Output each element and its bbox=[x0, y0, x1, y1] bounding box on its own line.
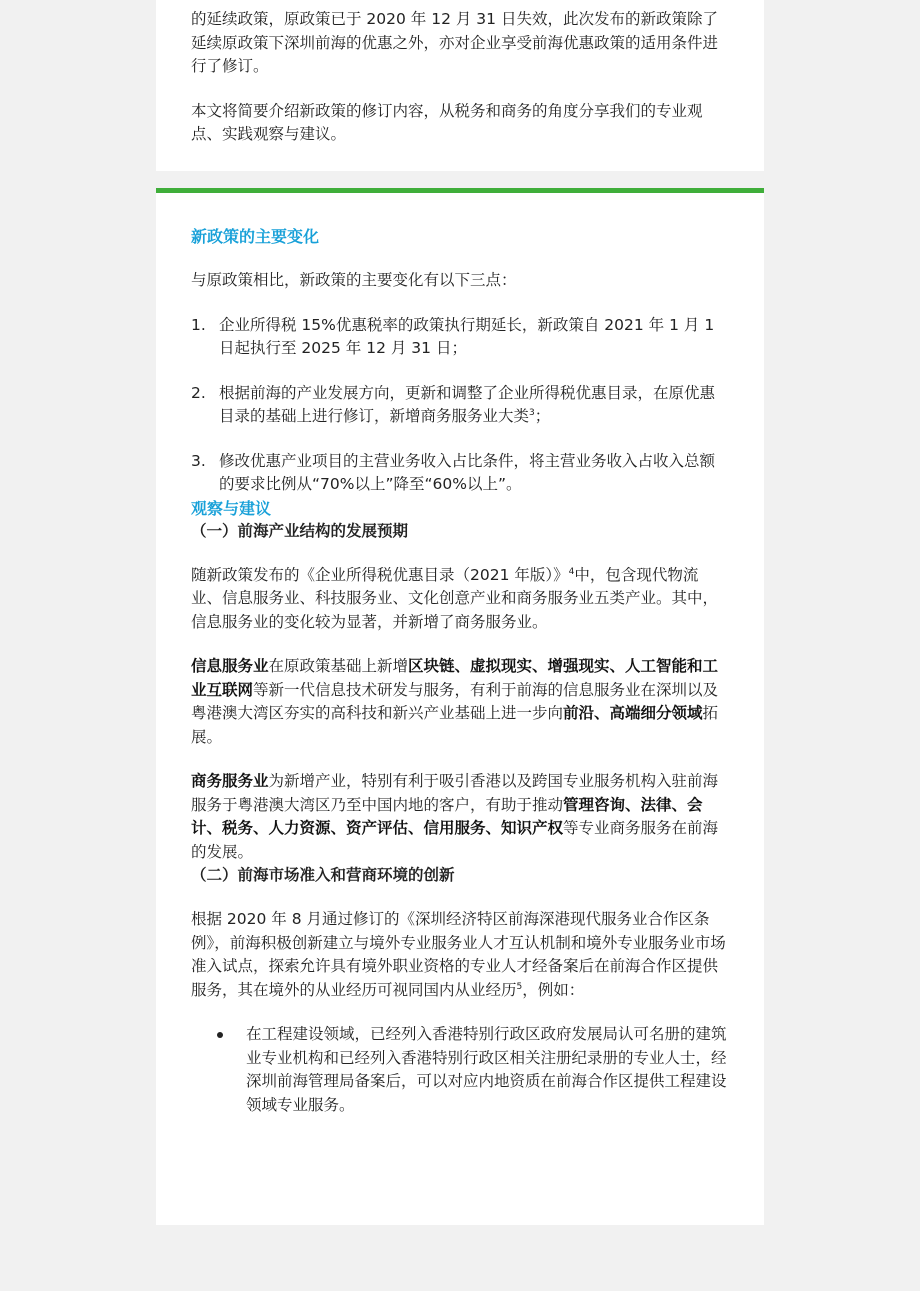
industry-paragraph-1 bbox=[191, 564, 728, 635]
list-item-text: 修改优惠产业项目的主营业务收入占比条件，将主营业务收入占收入总额的要求比例从“70%以上”降至“60%以上”。 bbox=[219, 451, 716, 493]
text-run: 为新增产业，特别有利于吸引香港以及跨国专业服务机构入驻前海服务于粤港澳大湾区乃至中国内地的客户，有助于推动 bbox=[191, 772, 719, 814]
footnote-ref: 3 bbox=[529, 408, 535, 418]
text-run: 拓展。 bbox=[191, 704, 719, 746]
section-title-observations: 观察与建议 bbox=[191, 498, 272, 518]
text-run: 等新一代信息技术研发与服务，有利于前海的信息服务业在深圳以及粤港澳大湾区夯实的高科技和新兴产业基础上进一步向 bbox=[191, 680, 719, 722]
list-item bbox=[191, 1023, 728, 1117]
subsection-title-industry: （一）前海产业结构的发展预期 bbox=[191, 521, 409, 540]
changes-lead: 与原政策相比，新政策的主要变化有以下三点： bbox=[191, 271, 517, 289]
intro-card bbox=[156, 0, 764, 171]
main-card bbox=[156, 193, 764, 1225]
industry-paragraph-3 bbox=[191, 770, 728, 864]
text-run: 中，包含现代物流业、信息服务业、科技服务业、文化创意产业和商务服务业五类产业。其中，信息服务业的变化较为显著，并新增了商务服务业。 bbox=[191, 565, 719, 631]
text-run: 在原政策基础上新增 bbox=[268, 657, 409, 675]
bold-run: 商务服务业 bbox=[191, 772, 269, 790]
intro-paragraph-2: 本文将简要介绍新政策的修订内容，从税务和商务的角度分享我们的专业观点、实践观察与建议。 bbox=[191, 101, 703, 143]
list-number: 1. bbox=[191, 315, 206, 334]
list-item-text: 在工程建设领域，已经列入香港特别行政区政府发展局认可名册的建筑业专业机构和已经列入香港特别行政区相关注册纪录册的专业人士，经深圳前海管理局备案后，可以对应内地资质在前海合作区提供工程建设领域专业服务。 bbox=[246, 1025, 727, 1114]
text-run: 随新政策发布的《企业所得税优惠目录（2021 年版）》 bbox=[191, 565, 569, 584]
list-item-tail: ； bbox=[534, 407, 551, 425]
section-title-changes: 新政策的主要变化 bbox=[191, 227, 320, 246]
list-number: 3. bbox=[191, 451, 206, 470]
text-run: 根据 2020 年 8 月通过修订的《深圳经济特区前海深港现代服务业合作区条例》，前海积极创新建立与境外专业服务业人才互认机制和境外专业服务业市场准入试点，探索允许具有境外职业资格的专业人才经备案后在前海合作区提供服务，其在境外的从业经历可视同国内从业经历 bbox=[191, 910, 726, 999]
list-item bbox=[191, 450, 728, 497]
bold-run: 区块链、虚拟现实、增强现实、人工智能和工业互联网 bbox=[191, 657, 719, 699]
footnote-ref: 5 bbox=[516, 981, 523, 992]
text-run: 等专业商务服务在前海的发展。 bbox=[191, 819, 719, 861]
text-run: ，例如： bbox=[522, 980, 585, 999]
bold-run: 信息服务业 bbox=[191, 657, 269, 675]
changes-list bbox=[191, 314, 728, 497]
industry-paragraph-2 bbox=[191, 655, 728, 749]
list-number: 2. bbox=[191, 383, 206, 402]
intro-paragraph-1: 的延续政策，原政策已于 2020 年 12 月 31 日失效，此次发布的新政策除了延续原政策下深圳前海的优惠之外，亦对企业享受前海优惠政策的适用条件进行了修订。 bbox=[191, 10, 719, 75]
bold-run: 管理咨询、法律、会计、税务、人力资源、资产评估、信用服务、知识产权 bbox=[191, 795, 703, 837]
list-item-text: 企业所得税 15%优惠税率的政策执行期延长，新政策自 2021 年 1 月 1 日起执行至 2025 年 12 月 31 日； bbox=[219, 315, 715, 357]
footnote-ref: 4 bbox=[568, 566, 575, 577]
examples-list bbox=[191, 1023, 728, 1117]
list-item bbox=[191, 382, 728, 429]
list-item bbox=[191, 314, 728, 361]
market-access-paragraph bbox=[191, 908, 728, 1002]
bold-run: 前沿、高端细分领域 bbox=[563, 704, 703, 722]
subsection-title-market-access: （二）前海市场准入和营商环境的创新 bbox=[191, 866, 455, 884]
list-item-text: 根据前海的产业发展方向，更新和调整了企业所得税优惠目录，在原优惠目录的基础上进行修订，新增商务服务业大类 bbox=[219, 383, 716, 425]
bullet-icon bbox=[217, 1032, 223, 1038]
